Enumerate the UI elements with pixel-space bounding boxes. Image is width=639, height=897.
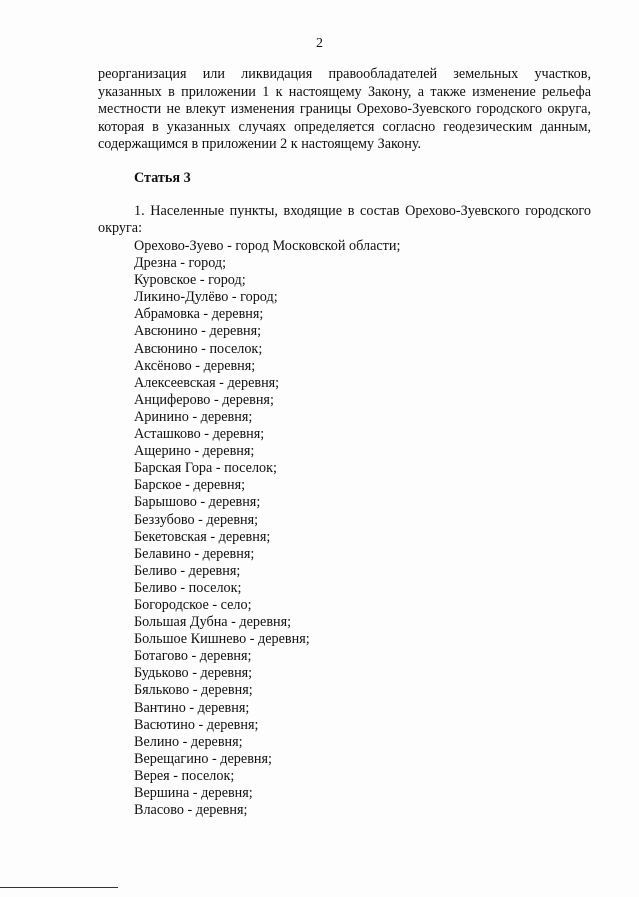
settlement-list-item: Аксёново - деревня; <box>134 357 256 374</box>
settlement-list-item: Авсюнино - деревня; <box>134 323 262 340</box>
settlement-list-item: Аринино - деревня; <box>134 408 253 425</box>
settlement-list-item: Алексеевская - деревня; <box>134 374 280 391</box>
settlement-list-item: Бекетовская - деревня; <box>134 528 271 545</box>
settlement-list-item: Белавино - деревня; <box>134 545 255 562</box>
settlement-list-item: Беливо - поселок; <box>134 579 242 596</box>
settlement-list-item: Верея - поселок; <box>134 767 235 784</box>
item-intro-paragraph: 1. Населенные пункты, входящие в состав Орехово-Зуевского городского округа: <box>98 203 591 237</box>
settlement-list-item: Богородское - село; <box>134 596 252 613</box>
settlement-list-item: Ботагово - деревня; <box>134 648 252 665</box>
settlement-list-item: Беливо - деревня; <box>134 562 241 579</box>
settlement-list-item: Анциферово - деревня; <box>134 391 274 408</box>
settlement-list-item: Ликино-Дулёво - город; <box>134 289 278 306</box>
settlement-list-item: Абрамовка - деревня; <box>134 306 264 323</box>
settlement-list-item: Вершина - деревня; <box>134 785 253 801</box>
intro-paragraph: реорганизация или ликвидация правообладателей земельных участков, указанных в приложении 1 к настоящему Закону, а также изменение рельефа местности не влекут изменения границы Орехово-Зуевского городского округа, которая в указанных случаях определяется согласно геодезическим данным, содержащимся в приложении 2 к настоящему Закону. <box>98 66 591 153</box>
settlement-list-item: Верещагино - деревня; <box>134 750 272 767</box>
settlement-list-item: Ащерино - деревня; <box>134 443 255 460</box>
settlement-list-item: Велино - деревня; <box>134 733 243 750</box>
settlement-list-item: Беззубово - деревня; <box>134 511 259 528</box>
settlement-list-item: Орехово-Зуево - город Московской области; <box>134 238 401 254</box>
page-number: 2 <box>316 36 323 51</box>
settlement-list-item: Большая Дубна - деревня; <box>134 614 292 631</box>
settlement-list-item: Асташково - деревня; <box>134 426 265 443</box>
settlement-list-item: Вантино - деревня; <box>134 699 250 716</box>
settlement-list-item: Будьково - деревня; <box>134 665 253 682</box>
settlement-list <box>134 238 400 819</box>
settlement-list-item: Власово - деревня; <box>134 802 248 819</box>
settlement-list-item: Большое Кишнево - деревня; <box>134 631 310 648</box>
settlement-list-item: Авсюнино - поселок; <box>134 340 263 357</box>
settlement-list-item: Барская Гора - поселок; <box>134 460 277 477</box>
settlement-list-item: Васютино - деревня; <box>134 716 259 733</box>
settlement-list-item: Дрезна - город; <box>134 255 227 272</box>
article-heading: Статья 3 <box>134 170 191 186</box>
settlement-list-item: Барское - деревня; <box>134 477 246 494</box>
settlement-list-item: Барышово - деревня; <box>134 494 261 511</box>
settlement-list-item: Бяльково - деревня; <box>134 682 253 699</box>
footnote-divider <box>0 887 118 888</box>
settlement-list-item: Куровское - город; <box>134 272 246 289</box>
